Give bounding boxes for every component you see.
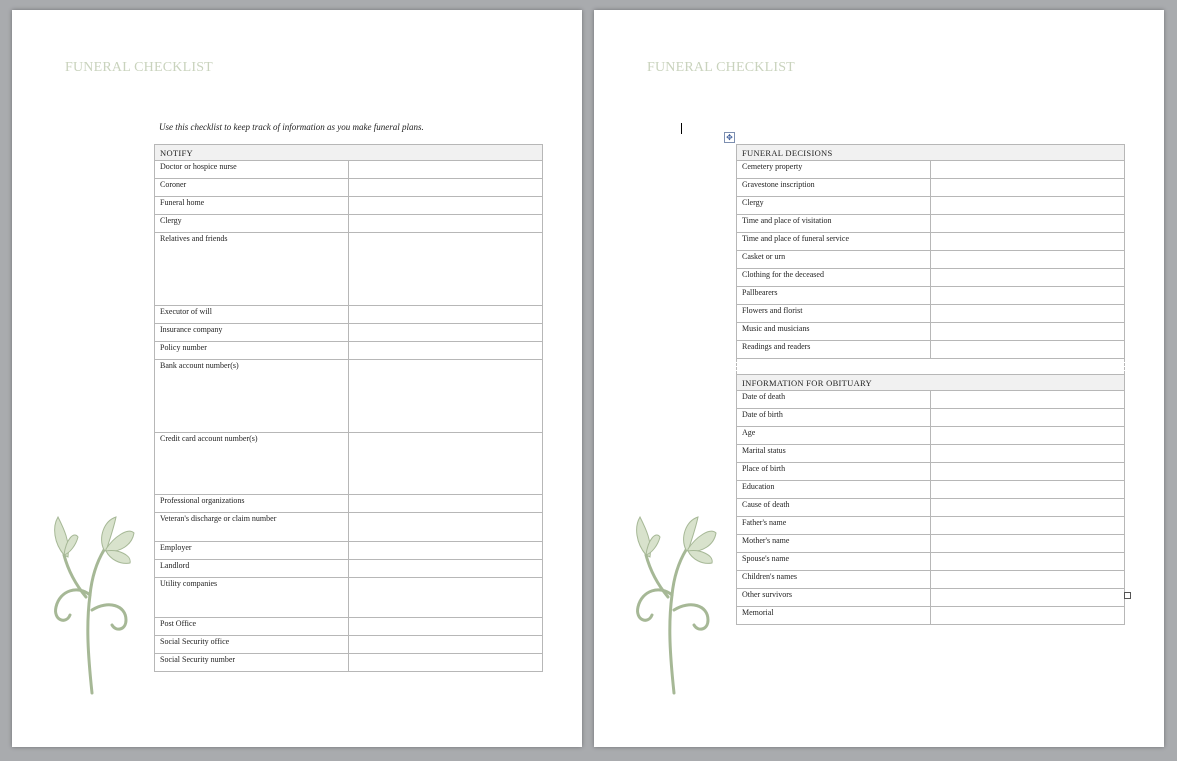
table-row: [737, 409, 1125, 427]
row-label[interactable]: Veteran's discharge or claim number: [155, 513, 349, 542]
entry-cell[interactable]: [931, 251, 1125, 269]
table-row: [737, 499, 1125, 517]
document-page-1[interactable]: [12, 10, 582, 747]
row-label[interactable]: Clergy: [737, 197, 931, 215]
table-row: [737, 427, 1125, 445]
row-label[interactable]: Readings and readers: [737, 341, 931, 359]
lily-flower-icon: [48, 515, 136, 695]
entry-cell[interactable]: [931, 409, 1125, 427]
table-row: [155, 618, 543, 636]
row-label[interactable]: Social Security number: [155, 654, 349, 672]
row-label[interactable]: Clothing for the deceased: [737, 269, 931, 287]
table-row: [737, 589, 1125, 607]
row-label[interactable]: Music and musicians: [737, 323, 931, 341]
entry-cell[interactable]: [349, 342, 543, 360]
row-label[interactable]: Date of birth: [737, 409, 931, 427]
text-cursor: [681, 123, 682, 134]
entry-cell[interactable]: [931, 535, 1125, 553]
page-title: FUNERAL CHECKLIST: [65, 60, 213, 75]
entry-cell[interactable]: [931, 463, 1125, 481]
row-label[interactable]: Flowers and florist: [737, 305, 931, 323]
row-label[interactable]: Policy number: [155, 342, 349, 360]
table-row: [737, 287, 1125, 305]
row-label[interactable]: Casket or urn: [737, 251, 931, 269]
row-label[interactable]: Gravestone inscription: [737, 179, 931, 197]
table-row: [737, 251, 1125, 269]
table-row: [737, 323, 1125, 341]
entry-cell[interactable]: [349, 542, 543, 560]
table-row: [737, 215, 1125, 233]
row-label[interactable]: Bank account number(s): [155, 360, 349, 433]
lily-flower-icon: [630, 515, 718, 695]
row-label[interactable]: Funeral home: [155, 197, 349, 215]
row-label[interactable]: Children's names: [737, 571, 931, 589]
table-row: [737, 607, 1125, 625]
row-label[interactable]: Mother's name: [737, 535, 931, 553]
entry-cell[interactable]: [349, 215, 543, 233]
entry-cell[interactable]: [931, 197, 1125, 215]
row-label[interactable]: Professional organizations: [155, 495, 349, 513]
entry-cell[interactable]: [931, 161, 1125, 179]
row-label[interactable]: Education: [737, 481, 931, 499]
table-row: [737, 481, 1125, 499]
funeral-decisions-table[interactable]: [736, 144, 1125, 625]
table-row: [737, 161, 1125, 179]
table-row: [737, 305, 1125, 323]
entry-cell[interactable]: [931, 499, 1125, 517]
entry-cell[interactable]: [349, 324, 543, 342]
table-move-handle-icon[interactable]: ✥: [724, 132, 735, 143]
row-label[interactable]: Date of death: [737, 391, 931, 409]
row-label[interactable]: Insurance company: [155, 324, 349, 342]
table-row: [155, 197, 543, 215]
table-row: [155, 495, 543, 513]
table-row: [155, 560, 543, 578]
entry-cell[interactable]: [931, 427, 1125, 445]
entry-cell[interactable]: [349, 495, 543, 513]
entry-cell[interactable]: [931, 607, 1125, 625]
table-header-row: [737, 145, 1125, 161]
notify-header[interactable]: NOTIFY: [155, 145, 543, 161]
table-row: [155, 161, 543, 179]
table-header-row: [737, 375, 1125, 391]
table-row: [155, 433, 543, 495]
entry-cell[interactable]: [931, 391, 1125, 409]
row-label[interactable]: Age: [737, 427, 931, 445]
entry-cell[interactable]: [931, 215, 1125, 233]
table-row: [737, 179, 1125, 197]
table-row: [737, 571, 1125, 589]
entry-cell[interactable]: [349, 560, 543, 578]
intro-text[interactable]: Use this checklist to keep track of information as you make funeral plans.: [159, 122, 424, 132]
table-row: [155, 360, 543, 433]
table-row: [737, 535, 1125, 553]
entry-cell[interactable]: [931, 287, 1125, 305]
table-row: [737, 269, 1125, 287]
row-label[interactable]: Utility companies: [155, 578, 349, 618]
entry-cell[interactable]: [349, 636, 543, 654]
entry-cell[interactable]: [349, 306, 543, 324]
section-header[interactable]: INFORMATION FOR OBITUARY: [737, 375, 1125, 391]
row-label[interactable]: Spouse's name: [737, 553, 931, 571]
entry-cell[interactable]: [931, 517, 1125, 535]
row-label[interactable]: Executor of will: [155, 306, 349, 324]
entry-cell[interactable]: [931, 571, 1125, 589]
row-label[interactable]: Place of birth: [737, 463, 931, 481]
entry-cell[interactable]: [931, 305, 1125, 323]
table-row: [155, 324, 543, 342]
row-label[interactable]: Relatives and friends: [155, 233, 349, 306]
row-label[interactable]: Landlord: [155, 560, 349, 578]
entry-cell[interactable]: [931, 269, 1125, 287]
table-row: [737, 445, 1125, 463]
table-row: [155, 542, 543, 560]
row-label[interactable]: Memorial: [737, 607, 931, 625]
entry-cell[interactable]: [931, 179, 1125, 197]
row-label[interactable]: Father's name: [737, 517, 931, 535]
table-header-row: [155, 145, 543, 161]
row-label[interactable]: Social Security office: [155, 636, 349, 654]
page-title: FUNERAL CHECKLIST: [647, 60, 795, 75]
notify-table[interactable]: [154, 144, 543, 672]
table-row: [155, 179, 543, 197]
entry-cell[interactable]: [931, 341, 1125, 359]
entry-cell[interactable]: [349, 197, 543, 215]
row-label[interactable]: Time and place of visitation: [737, 215, 931, 233]
row-label[interactable]: Marital status: [737, 445, 931, 463]
row-label[interactable]: Coroner: [155, 179, 349, 197]
table-row: [737, 391, 1125, 409]
entry-cell[interactable]: [349, 513, 543, 542]
table-row: [155, 654, 543, 672]
entry-cell[interactable]: [931, 233, 1125, 251]
entry-cell[interactable]: [349, 433, 543, 495]
entry-cell[interactable]: [349, 179, 543, 197]
table-row: [737, 197, 1125, 215]
row-label[interactable]: Pallbearers: [737, 287, 931, 305]
table-row: [737, 517, 1125, 535]
table-row: [155, 233, 543, 306]
row-label[interactable]: Doctor or hospice nurse: [155, 161, 349, 179]
section-header[interactable]: FUNERAL DECISIONS: [737, 145, 1125, 161]
entry-cell[interactable]: [349, 233, 543, 306]
table-row: [737, 463, 1125, 481]
table-row: [737, 553, 1125, 571]
entry-cell[interactable]: [931, 553, 1125, 571]
entry-cell[interactable]: [349, 578, 543, 618]
table-row: [155, 306, 543, 324]
row-label[interactable]: Cause of death: [737, 499, 931, 517]
table-row: [155, 513, 543, 542]
table-row: [155, 636, 543, 654]
table-row: [737, 341, 1125, 359]
entry-cell[interactable]: [349, 618, 543, 636]
document-page-2[interactable]: [594, 10, 1164, 747]
table-row: [155, 342, 543, 360]
row-label[interactable]: Employer: [155, 542, 349, 560]
entry-cell[interactable]: [349, 161, 543, 179]
entry-cell[interactable]: [931, 323, 1125, 341]
row-label[interactable]: Other survivors: [737, 589, 931, 607]
row-label[interactable]: Post Office: [155, 618, 349, 636]
entry-cell[interactable]: [349, 360, 543, 433]
row-label[interactable]: Credit card account number(s): [155, 433, 349, 495]
entry-cell[interactable]: [349, 654, 543, 672]
table-row: [155, 215, 543, 233]
row-label[interactable]: Clergy: [155, 215, 349, 233]
spacer-cell[interactable]: [737, 359, 1125, 375]
table-row: [737, 233, 1125, 251]
entry-cell[interactable]: [931, 589, 1125, 607]
table-row: [155, 578, 543, 618]
entry-cell[interactable]: [931, 481, 1125, 499]
spacer-row: [737, 359, 1125, 375]
row-label[interactable]: Cemetery property: [737, 161, 931, 179]
entry-cell[interactable]: [931, 445, 1125, 463]
table-resize-handle-icon[interactable]: [1124, 592, 1131, 599]
row-label[interactable]: Time and place of funeral service: [737, 233, 931, 251]
